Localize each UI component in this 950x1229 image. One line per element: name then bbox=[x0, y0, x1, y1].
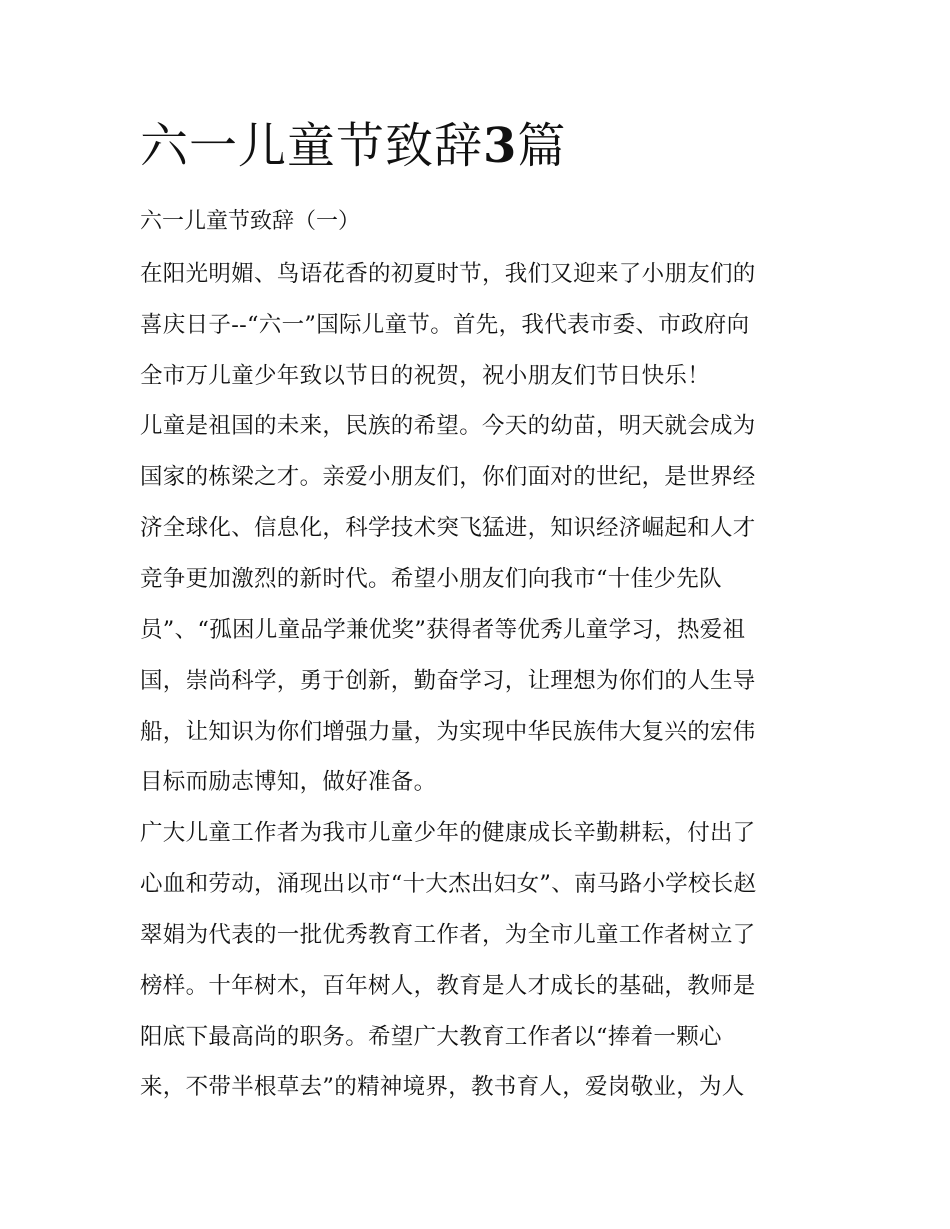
body-line: 在阳光明媚、鸟语花香的初夏时节，我们又迎来了小朋友们的 bbox=[140, 261, 756, 287]
body-line: 儿童是祖国的未来，民族的希望。今天的幼苗，明天就会成为 bbox=[140, 413, 756, 439]
body-line: 济全球化、信息化，科学技术突飞猛进，知识经济崛起和人才 bbox=[140, 515, 756, 541]
body-line: 竞争更加激烈的新时代。希望小朋友们向我市“十佳少先队 bbox=[140, 566, 722, 592]
body-line: 国家的栋梁之才。亲爱小朋友们，你们面对的世纪，是世界经 bbox=[140, 464, 756, 490]
body-line: 翠娟为代表的一批优秀教育工作者，为全市儿童工作者树立了 bbox=[140, 922, 756, 948]
document-title bbox=[140, 116, 566, 176]
section-heading: 六一儿童节致辞（一） bbox=[140, 209, 361, 234]
title-number: 3 bbox=[483, 118, 518, 174]
body-line: 阳底下最高尚的职务。希望广大教育工作者以“捧着一颗心 bbox=[140, 1024, 722, 1050]
body-line: 船，让知识为你们增强力量，为实现中华民族伟大复兴的宏伟 bbox=[140, 719, 756, 745]
body-line: 目标而励志博知，做好准备。 bbox=[140, 769, 437, 795]
body-line: 心血和劳动，涌现出以市“十大杰出妇女”、南马路小学校长赵 bbox=[140, 871, 757, 897]
title-text: 六一儿童节致辞 bbox=[140, 118, 484, 174]
body-line: 喜庆日子--“六一”国际儿童节。首先，我代表市委、市政府向 bbox=[140, 312, 750, 338]
title-suffix: 篇 bbox=[517, 118, 567, 174]
body-line: 全市万儿童少年致以节日的祝贺，祝小朋友们节日快乐！ bbox=[140, 363, 711, 389]
body-line: 国，崇尚科学，勇于创新，勤奋学习，让理想为你们的人生导 bbox=[140, 668, 756, 694]
body-line: 广大儿童工作者为我市儿童少年的健康成长辛勤耕耘，付出了 bbox=[140, 820, 756, 846]
body-line: 员”、“孤困儿童品学兼优奖”获得者等优秀儿童学习，热爱祖 bbox=[140, 617, 746, 643]
body-line: 榜样。十年树木，百年树人，教育是人才成长的基础，教师是 bbox=[140, 973, 756, 999]
body-line: 来，不带半根草去”的精神境界，教书育人，爱岗敬业，为人 bbox=[140, 1074, 745, 1100]
